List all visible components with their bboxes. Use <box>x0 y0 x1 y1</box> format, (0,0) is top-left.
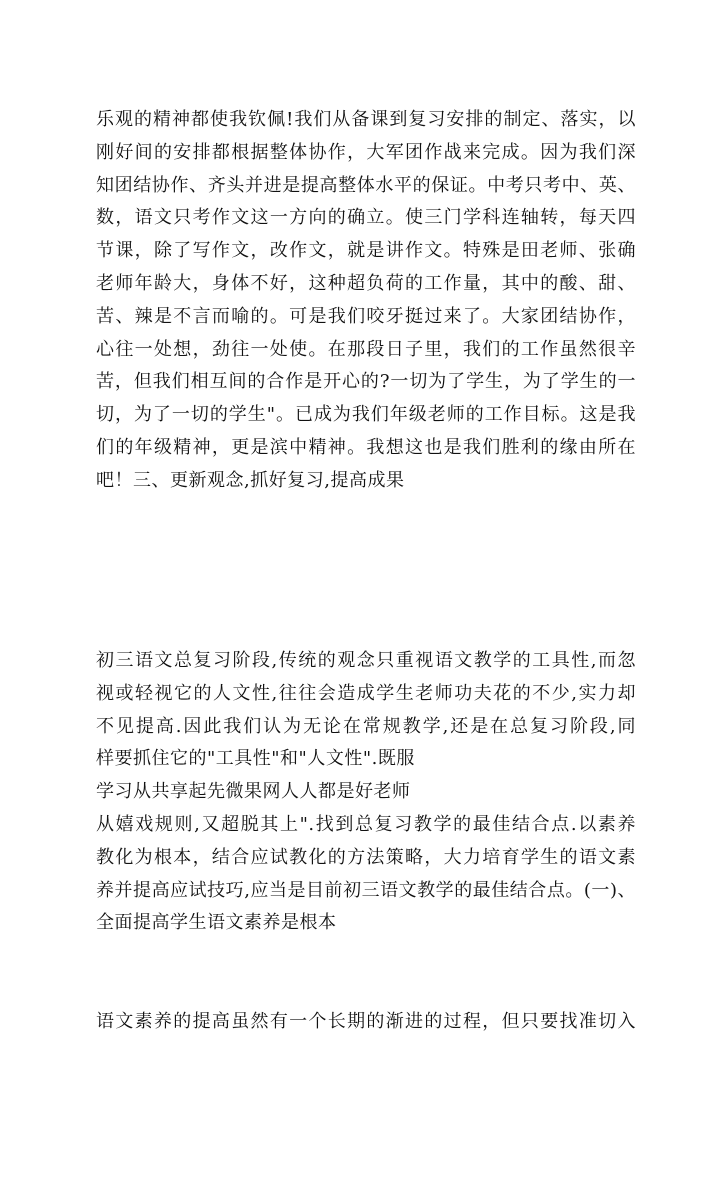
text-line: 样要抓住它的"工具性"和"人文性".既服 <box>96 748 415 770</box>
paragraph-4 <box>96 1006 636 1039</box>
text-line: 节课，除了写作文，改作文，就是讲作文。特殊是田老师、张确 <box>96 240 636 262</box>
watermark-line: 学习从共享起先微果网人人都是好老师 <box>96 781 411 802</box>
paragraph-2 <box>96 645 636 776</box>
text-line: 不见提高.因此我们认为无论在常规教学,还是在总复习阶段,同 <box>96 715 636 737</box>
text-line: 苦、辣是不言而喻的。可是我们咬牙挺过来了。大家团结协作， <box>96 305 636 327</box>
text-line: 乐观的精神都使我钦佩!我们从备课到复习安排的制定、落实，以 <box>96 109 636 130</box>
text-line: 数，语文只考作文这一方向的确立。使三门学科连轴转，每天四 <box>96 207 636 229</box>
text-line: 心往一处想，劲往一处使。在那段日子里，我们的工作虽然很辛 <box>96 338 636 360</box>
text-line: 全面提高学生语文素养是根本 <box>96 912 337 934</box>
text-line: 刚好间的安排都根据整体协作，大军团作战来完成。因为我们深 <box>96 141 636 163</box>
text-line: 吧！三、更新观念,抓好复习,提高成果 <box>96 469 405 491</box>
text-line: 知团结协作、齐头并进是提高整体水平的保证。中考只考中、英、 <box>96 174 636 196</box>
text-line: 初三语文总复习阶段,传统的观念只重视语文教学的工具性,而忽 <box>96 650 636 671</box>
text-line: 教化为根本，结合应试教化的方法策略，大力培育学生的语文素 <box>96 846 636 868</box>
paragraph-3 <box>96 809 636 940</box>
text-line: 切，为了一切的学生"。已成为我们年级老师的工作目标。这是我 <box>96 404 636 426</box>
text-line: 苦，但我们相互间的合作是开心的?一切为了学生，为了学生的一 <box>96 371 636 393</box>
text-line: 语文素养的提高虽然有一个长期的渐进的过程，但只要找准切入 <box>96 1011 636 1032</box>
text-line: 老师年龄大，身体不好，这种超负荷的工作量，其中的酸、甜、 <box>96 272 636 294</box>
text-line: 们的年级精神，更是滨中精神。我想这也是我们胜利的缘由所在 <box>96 436 636 458</box>
text-line: 从嬉戏规则,又超脱其上".找到总复习教学的最佳结合点.以素养 <box>96 814 636 835</box>
text-line: 视或轻视它的人文性,往往会造成学生老师功夫花的不少,实力却 <box>96 682 636 704</box>
text-line: 养并提高应试技巧,应当是目前初三语文教学的最佳结合点。(一)、 <box>96 879 636 901</box>
paragraph-1 <box>96 104 636 498</box>
